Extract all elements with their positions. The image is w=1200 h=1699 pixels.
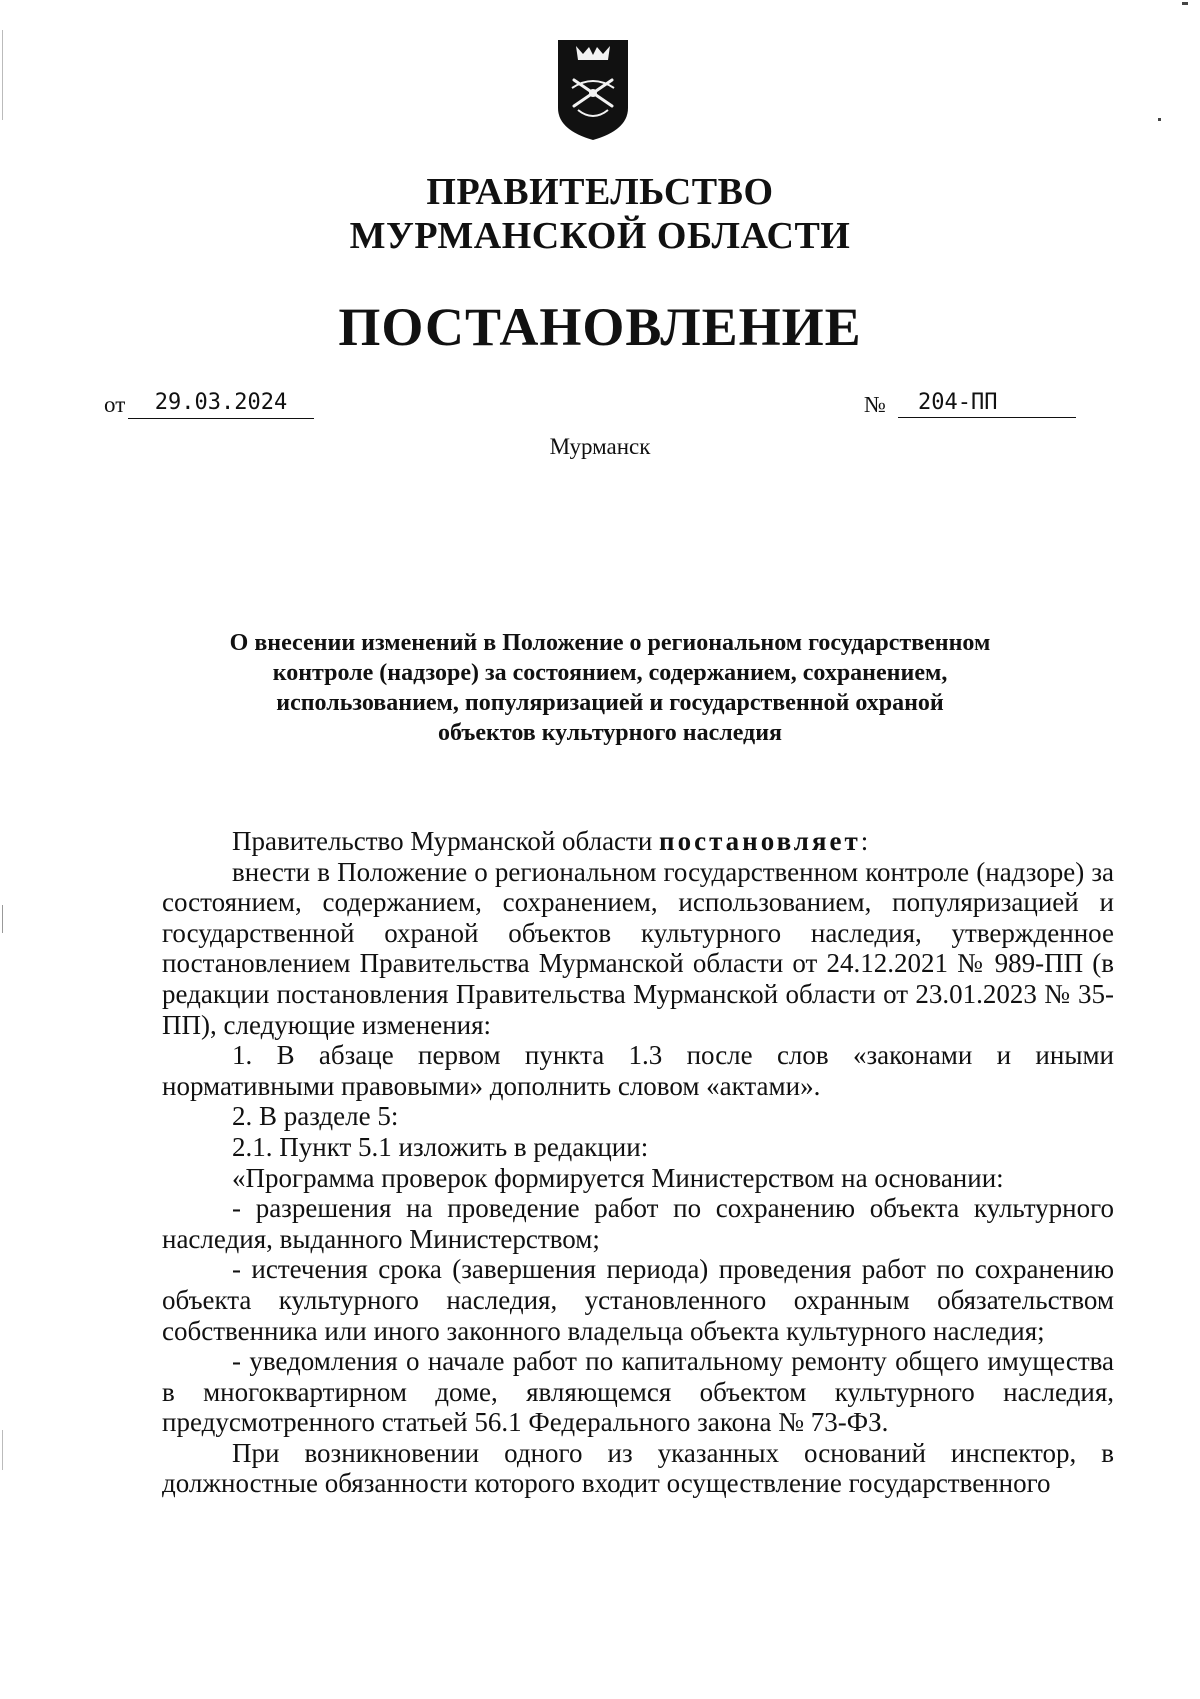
paragraph-item-1: 1. В абзаце первом пункта 1.3 после слов «законами и иными нормативными правовыми» дополнить словом «актами». — [162, 1040, 1114, 1101]
intro-paragraph — [162, 826, 1114, 857]
intro-colon: : — [860, 826, 869, 856]
document-number: 204-ПП — [898, 388, 1076, 418]
title-line: контроле (надзоре) за состоянием, содержанием, сохранением, — [272, 660, 948, 686]
intro-text: Правительство Мурманской области — [232, 826, 660, 856]
paragraph-bullet-3: - уведомления о начале работ по капитальному ремонту общего имущества в многоквартирном доме, являющемся объектом культурного наследия, предусмотренного статьей 56.1 Федерального закона № 73-ФЗ. — [162, 1346, 1114, 1438]
scan-artifact — [2, 1430, 3, 1470]
coat-of-arms-emblem — [556, 38, 630, 142]
title-line: объектов культурного наследия — [437, 720, 783, 746]
paragraph-bullet-1: - разрешения на проведение работ по сохранению объекта культурного наследия, выданного Министерством; — [162, 1193, 1114, 1254]
number-label: № — [864, 392, 886, 417]
paragraph-inspector: При возникновении одного из указанных оснований инспектор, в должностные обязанности которого входит осуществление государственного — [162, 1437, 1114, 1499]
paragraph-quote-start: «Программа проверок формируется Министерством на основании: — [232, 1162, 1004, 1193]
government-name-line2: МУРМАНСКОЙ ОБЛАСТИ — [349, 215, 851, 257]
title-line: О внесении изменений в Положение о региональном государственном — [229, 630, 991, 656]
document-date: 29.03.2024 — [128, 388, 314, 419]
paragraph-item-2-1: 2.1. Пункт 5.1 изложить в редакции: — [232, 1131, 649, 1162]
scan-artifact — [2, 905, 3, 933]
intro-keyword: постановляет — [659, 826, 861, 856]
paragraph-decree: внести в Положение о региональном государственном контроле (надзоре) за состоянием, содержанием, сохранением, использованием, популяризацией и государственной охраной объектов культурного наследия, утвержденное постановлением Правительства Мурманской области от 24.12.2021 № 989-ПП (в редакции постановления Правительства Мурманской области от 23.01.2023 № 35-ПП), следующие изменения: — [162, 856, 1114, 1040]
document-city: Мурманск — [549, 434, 651, 459]
paragraph-bullet-2: - истечения срока (завершения периода) проведения работ по сохранению объекта культурного наследия, установленного охранным обязательством собственника или иного законного владельца объекта культурного наследия; — [162, 1254, 1114, 1346]
document-body — [162, 826, 1114, 1499]
date-label: от — [104, 392, 126, 417]
scan-artifact — [1158, 118, 1161, 121]
document-type-heading: ПОСТАНОВЛЕНИЕ — [338, 297, 862, 357]
scan-artifact — [1182, 2, 1188, 5]
document-title — [150, 628, 1070, 748]
scan-artifact — [2, 30, 3, 120]
paragraph-item-2: 2. В разделе 5: — [232, 1101, 399, 1132]
government-name-line1: ПРАВИТЕЛЬСТВО — [426, 171, 774, 213]
title-line: использованием, популяризацией и государственной охраной — [276, 690, 944, 716]
